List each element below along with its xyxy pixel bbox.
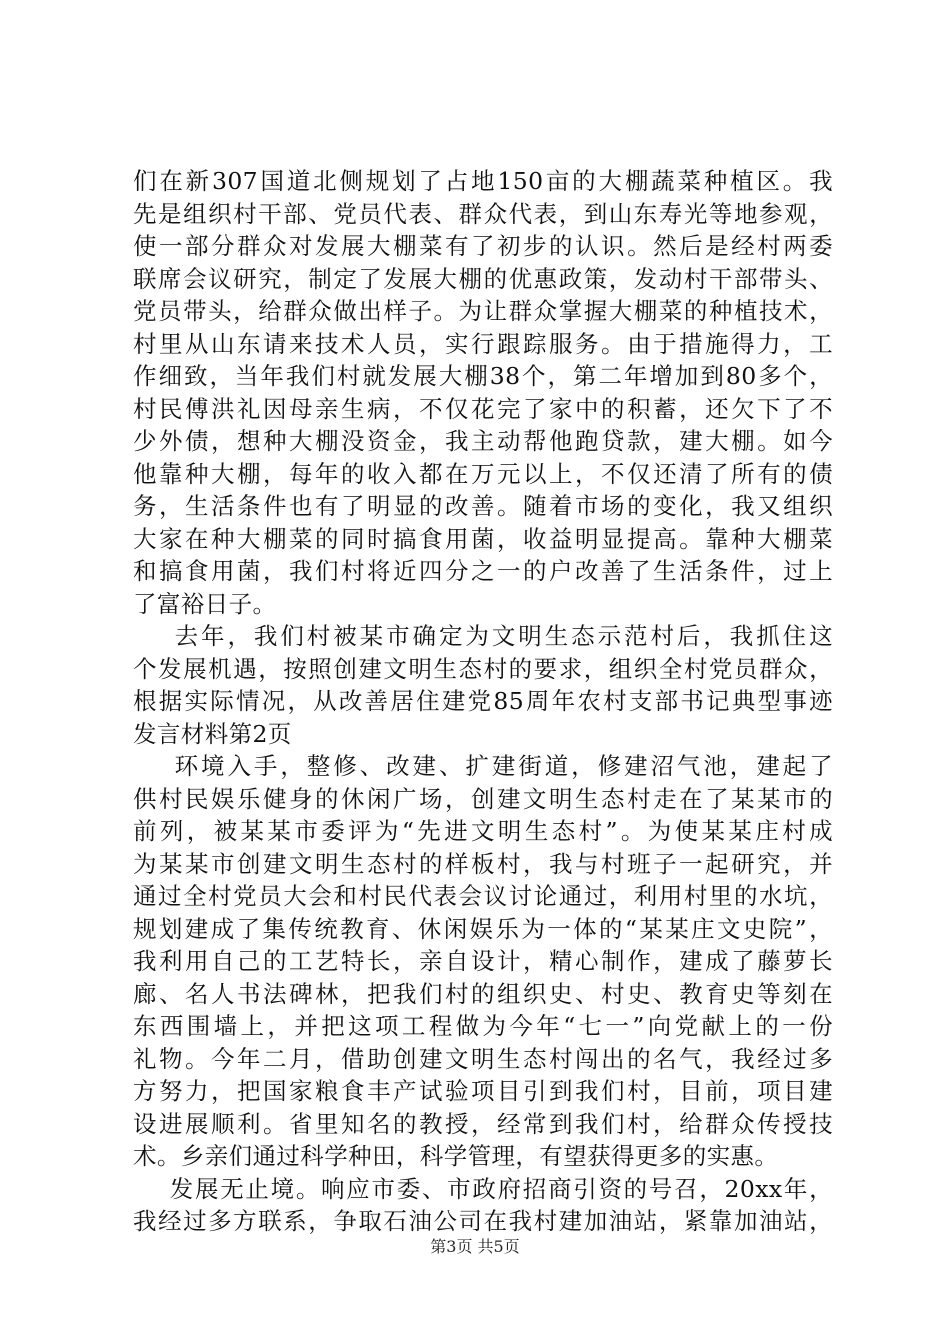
text-line: 廊、名人书法碑林，把我们村的组织史、村史、教育史等刻在 bbox=[133, 979, 833, 1008]
text-line: 设进展顺利。省里知名的教授，经常到我们村，给群众传授技 bbox=[133, 1109, 833, 1138]
text-line: 务，生活条件也有了明显的改善。随着市场的变化，我又组织 bbox=[133, 492, 833, 520]
text-line: 发展无止境。响应市委、市政府招商引资的号召，20xx年， bbox=[133, 1174, 833, 1203]
text-line: 村民傅洪礼因母亲生病，不仅花完了家中的积蓄，还欠下了不 bbox=[133, 394, 833, 423]
text-line: 供村民娱乐健身的休闲广场，创建文明生态村走在了某某市的 bbox=[133, 784, 833, 813]
text-line: 党员带头，给群众做出样子。为让群众掌握大棚菜的种植技术， bbox=[133, 297, 833, 325]
text-line: 村里从山东请来技术人员，实行跟踪服务。由于措施得力，工 bbox=[133, 329, 833, 358]
text-line: 作细致，当年我们村就发展大棚38个，第二年增加到80多个， bbox=[133, 362, 833, 390]
text-line: 先是组织村干部、党员代表、群众代表，到山东寿光等地参观， bbox=[133, 199, 833, 228]
text-line: 了富裕日子。 bbox=[133, 589, 277, 618]
text-line: 他靠种大棚，每年的收入都在万元以上，不仅还清了所有的债 bbox=[133, 459, 833, 488]
text-line: 去年，我们村被某市确定为文明生态示范村后，我抓住这 bbox=[133, 622, 833, 650]
text-line: 个发展机遇，按照创建文明生态村的要求，组织全村党员群众， bbox=[133, 654, 833, 683]
text-line: 使一部分群众对发展大棚菜有了初步的认识。然后是经村两委 bbox=[133, 232, 833, 260]
text-line: 我利用自己的工艺特长，亲自设计，精心制作，建成了藤萝长 bbox=[133, 947, 833, 975]
text-line: 通过全村党员大会和村民代表会议讨论通过，利用村里的水坑， bbox=[133, 882, 833, 910]
text-line: 术。乡亲们通过科学种田，科学管理，有望获得更多的实惠。 bbox=[133, 1142, 779, 1170]
text-line: 和搞食用菌，我们村将近四分之一的户改善了生活条件，过上 bbox=[133, 557, 833, 585]
text-line: 环境入手，整修、改建、扩建街道，修建沼气池，建起了 bbox=[133, 752, 833, 780]
body-text bbox=[133, 165, 833, 1238]
text-line: 们在新307国道北侧规划了占地150亩的大棚蔬菜种植区。我 bbox=[133, 167, 833, 195]
text-line: 为某某市创建文明生态村的样板村，我与村班子一起研究，并 bbox=[133, 849, 833, 878]
page-footer: 第3页 共5页 bbox=[430, 1237, 520, 1256]
text-line: 东西围墙上，并把这项工程做为今年“七一”向党献上的一份 bbox=[133, 1012, 833, 1040]
text-line: 根据实际情况，从改善居住建党85周年农村支部书记典型事迹 bbox=[133, 687, 833, 715]
text-line: 大家在种大棚菜的同时搞食用菌，收益明显提高。靠种大棚菜 bbox=[133, 524, 833, 553]
text-line: 发言材料第2页 bbox=[133, 719, 292, 748]
text-line: 规划建成了集传统教育、休闲娱乐为一体的“某某庄文史院”， bbox=[133, 914, 833, 943]
text-line: 联席会议研究，制定了发展大棚的优惠政策，发动村干部带头、 bbox=[133, 264, 833, 293]
text-line: 前列，被某某市委评为“先进文明生态村”。为使某某庄村成 bbox=[133, 817, 833, 845]
text-line: 方努力，把国家粮食丰产试验项目引到我们村，目前，项目建 bbox=[133, 1077, 833, 1105]
text-line: 少外债，想种大棚没资金，我主动帮他跑贷款，建大棚。如今 bbox=[133, 427, 833, 455]
text-line: 礼物。今年二月，借助创建文明生态村闯出的名气，我经过多 bbox=[133, 1044, 833, 1073]
text-line: 我经过多方联系，争取石油公司在我村建加油站，紧靠加油站， bbox=[133, 1207, 833, 1235]
